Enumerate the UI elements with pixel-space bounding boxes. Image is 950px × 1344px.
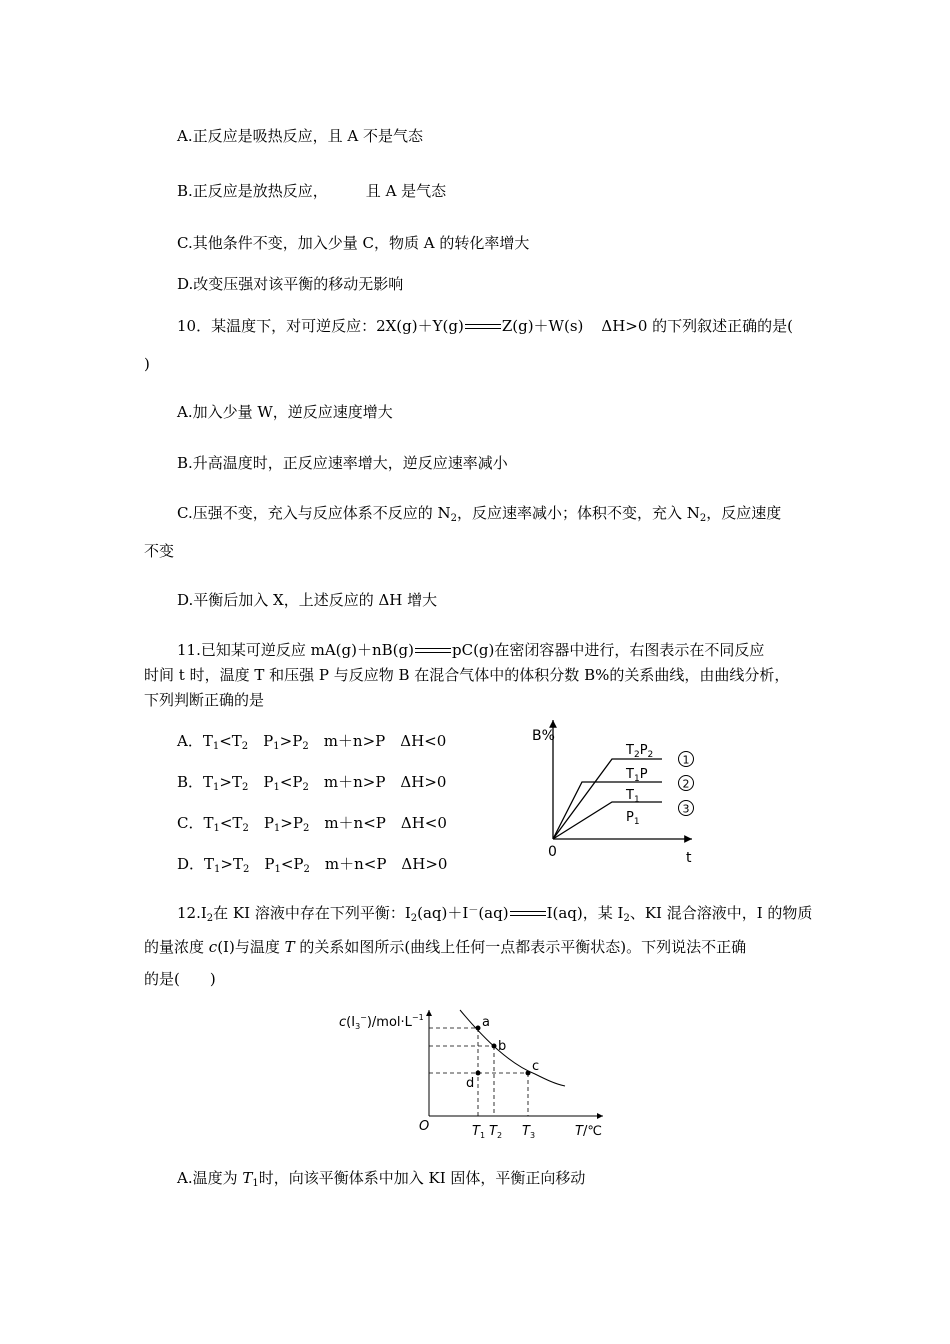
q9-option-d: D.改变压强对该平衡的移动无影响 <box>177 275 404 293</box>
equilibrium-curve <box>460 1010 565 1086</box>
q12-stem-line2: 的量浓度 c(I)与温度 T 的关系如图所示(曲线上任何一点都表示平衡状态)。下列说法不正确 <box>144 938 747 956</box>
q9-option-c: C.其他条件不变，加入少量 C，物质 A 的转化率增大 <box>177 234 530 252</box>
q12-stem-line3: 的是( ) <box>144 970 216 988</box>
q10-option-c-a: C.压强不变，充入与反应体系不反应的 N <box>177 504 451 522</box>
x-axis-label: T/℃ <box>575 1124 602 1139</box>
q10-option-c: C.压强不变，充入与反应体系不反应的 $N_2$，反应速率减小；体积不变，充入 $N_2$，反应速度 <box>177 504 782 524</box>
point-b-label: b <box>498 1039 507 1054</box>
q9-option-b-left: B.正反应是放热反应， <box>177 182 328 200</box>
origin-label: O <box>419 1119 430 1134</box>
svg-text:2: 2 <box>682 777 690 791</box>
q11-stem-line1 <box>177 640 764 660</box>
q10-option-d: D.平衡后加入 X，上述反应的 ΔH 增大 <box>177 591 438 609</box>
q11-stem-line3: 下列判断正确的是 <box>144 691 265 709</box>
q10-stem-a: 10．某温度下，对可逆反应：2X(g)＋Y(g) <box>177 317 464 335</box>
x-axis-label: t <box>686 850 692 866</box>
q11-option-d: D．$T_1>T_2$ $P_1<P_2$ m＋n<P ΔH>0 <box>177 855 448 875</box>
q10-stem <box>177 316 793 336</box>
equilibrium-arrow-icon <box>415 647 451 655</box>
curve-label-3a: $T_1$ <box>626 788 640 805</box>
equilibrium-arrow-icon <box>510 910 546 918</box>
q9-option-a: A.正反应是吸热反应，且 A 不是气态 <box>177 127 423 145</box>
origin-label: 0 <box>548 844 557 860</box>
q10-option-c-cont: 不变 <box>144 542 175 560</box>
curve-label-3b: $P_1$ <box>626 810 640 827</box>
curve-2 <box>553 782 662 839</box>
point-d-label: d <box>466 1076 475 1091</box>
q10-option-c-b: ，反应速率减小；体积不变，充入 N <box>456 504 700 522</box>
q10-stem-dh: ΔH>0 的下列叙述正确的是( <box>601 317 794 335</box>
q10-option-a: A.加入少量 W，逆反应速度增大 <box>177 403 393 421</box>
tick-t3: $T_3$ <box>522 1124 536 1140</box>
q11-stem-1b: pC(g)在密闭容器中进行，右图表示在不同反应 <box>451 641 765 659</box>
y-axis-label: B% <box>532 728 555 744</box>
curve-label-1: $T_2P_2$ <box>626 743 654 760</box>
q10-stem-close: ) <box>144 355 150 373</box>
point-c-label: c <box>532 1059 540 1074</box>
q10-option-b: B.升高温度时，正反应速率增大，逆反应速率减小 <box>177 454 508 472</box>
svg-text:3: 3 <box>682 802 690 816</box>
point-a <box>476 1026 481 1031</box>
y-axis-label: $c(I_3^-)/mol\cdot L^{-1}$ <box>339 1013 424 1031</box>
svg-text:1: 1 <box>682 753 690 767</box>
q11-option-a: A．$T_1<T_2$ $P_1>P_2$ m＋n>P ΔH<0 <box>177 732 447 752</box>
q11-option-b: B．$T_1>T_2$ $P_1<P_2$ m＋n>P ΔH>0 <box>177 773 447 793</box>
q10-stem-b: Z(g)＋W(s) <box>501 317 584 335</box>
q11-option-c: C．$T_1<T_2$ $P_1>P_2$ m＋n<P ΔH<0 <box>177 814 447 834</box>
point-c <box>526 1071 531 1076</box>
tick-t1: $T_1$ <box>472 1124 486 1140</box>
q11-stem-line2: 时间 t 时，温度 T 和压强 P 与反应物 B 在混合气体中的体积分数 B%的关系曲线，由曲线分析， <box>144 666 790 684</box>
q12-graph <box>335 1002 615 1144</box>
curve-label-2: $T_1P$ <box>626 767 648 784</box>
q9-option-b <box>177 181 446 201</box>
tick-t2: $T_2$ <box>489 1124 503 1140</box>
q12-stem-line1: $12.I_2$在 KI 溶液中存在下列平衡：$I_2(aq)+I^-(aq)$ I(aq)，某 $I_2$、KI 混合溶液中，I 的物质 <box>177 904 813 924</box>
equilibrium-arrow-icon <box>465 323 501 331</box>
point-d <box>476 1071 481 1076</box>
point-a-label: a <box>482 1015 490 1030</box>
q11-stem-1a: 11.已知某可逆反应 mA(g)＋nB(g) <box>177 641 414 659</box>
point-b <box>492 1044 497 1049</box>
q12-option-a: A.温度为 $T_1$时，向该平衡体系中加入 KI 固体，平衡正向移动 <box>177 1169 586 1189</box>
q11-graph <box>520 712 710 872</box>
q9-option-b-right: 且 A 是气态 <box>365 182 447 200</box>
q10-option-c-c: ，反应速度 <box>706 504 782 522</box>
